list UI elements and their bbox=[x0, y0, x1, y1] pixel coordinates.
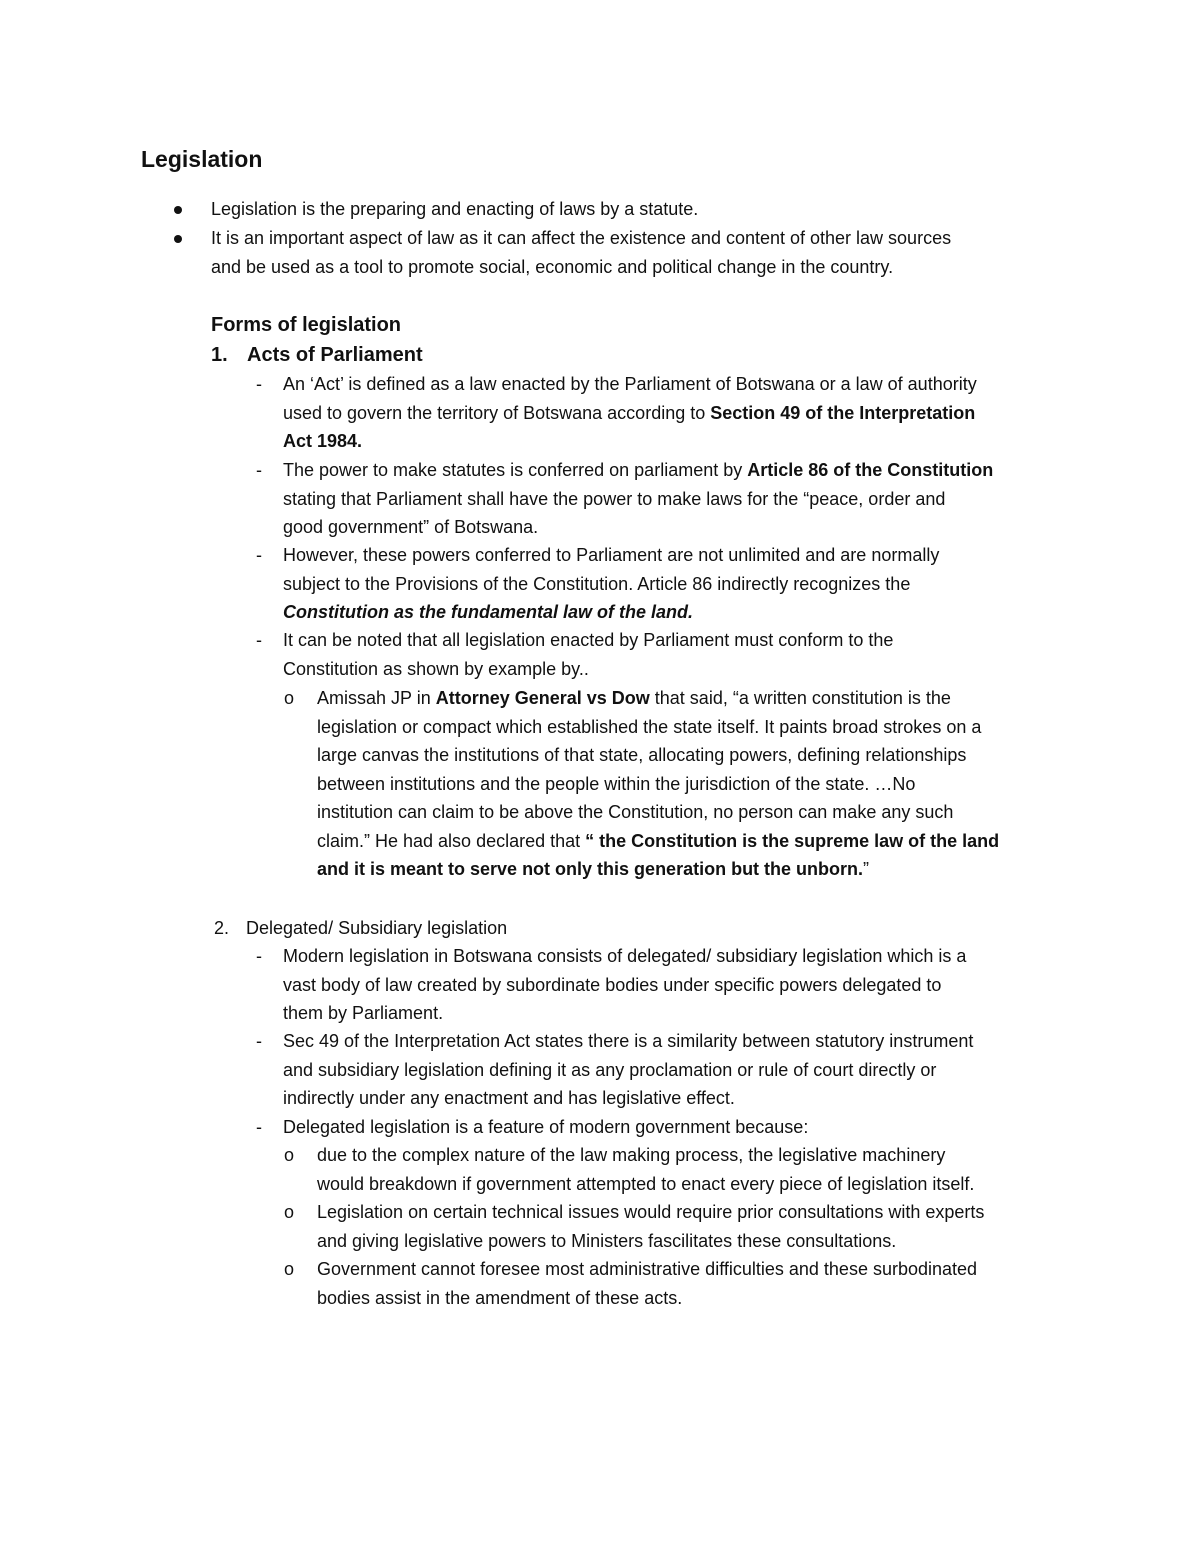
dash-marker: - bbox=[256, 630, 262, 650]
text-line bbox=[283, 427, 1073, 456]
text-line: and subsidiary legislation defining it as any proclamation or rule of court directly or bbox=[283, 1059, 937, 1080]
bullet-line: Legislation is the preparing and enacting of laws by a statute. bbox=[211, 199, 699, 219]
text-line: Constitution as shown by example by.. bbox=[283, 658, 589, 679]
text-line: legislation or compact which established the state itself. It paints broad strokes on a bbox=[317, 716, 982, 737]
text-line bbox=[317, 855, 1077, 884]
bullet-icon bbox=[174, 206, 182, 214]
case-name: Attorney General vs Dow bbox=[435, 688, 650, 708]
reason-item bbox=[284, 1141, 1077, 1198]
text-line: due to the complex nature of the law making process, the legislative machinery bbox=[317, 1145, 946, 1165]
dash-item bbox=[256, 1113, 1073, 1142]
text-line: good government” of Botswana. bbox=[283, 517, 539, 537]
text-line: An ‘Act’ is defined as a law enacted by the Parliament of Botswana or a law of authority bbox=[283, 374, 977, 394]
section-heading: Forms of legislation bbox=[211, 314, 402, 336]
page-title: Legislation bbox=[141, 146, 263, 172]
dash-marker: - bbox=[256, 460, 262, 480]
subsection-heading-2 bbox=[214, 914, 507, 943]
bold-run: and it is meant to serve not only this generation but the unborn. bbox=[317, 859, 864, 879]
bullet-line: and be used as a tool to promote social, economic and political change in the country. bbox=[211, 256, 894, 277]
text-run: that said, “a written constitution is the bbox=[649, 688, 951, 708]
emphasis-line: Constitution as the fundamental law of the land. bbox=[283, 602, 694, 622]
text-line: Modern legislation in Botswana consists of delegated/ subsidiary legislation which is a bbox=[283, 946, 967, 966]
circle-marker: o bbox=[284, 1259, 295, 1279]
bold-run: Article 86 of the Constitution bbox=[747, 460, 994, 480]
text-line: them by Parliament. bbox=[283, 1003, 444, 1023]
list-number: 1. bbox=[211, 344, 228, 366]
text-line: and giving legislative powers to Ministers fascilitates these consultations. bbox=[317, 1230, 897, 1251]
text-run: claim.” He had also declared that bbox=[317, 830, 586, 851]
text-line: Legislation on certain technical issues would require prior consultations with experts bbox=[317, 1202, 985, 1222]
bold-run: Section 49 of the Interpretation bbox=[710, 402, 976, 423]
dash-item bbox=[256, 456, 1073, 542]
text-line: Government cannot foresee most administrative difficulties and these surbodinated bbox=[317, 1259, 978, 1279]
dash-item bbox=[256, 541, 1073, 627]
text-line: Delegated legislation is a feature of modern government because: bbox=[283, 1117, 809, 1137]
text-line: institution can claim to be above the Constitution, no person can make any such bbox=[317, 802, 954, 822]
list-number: 2. bbox=[214, 918, 230, 938]
dash-item bbox=[256, 942, 1073, 1028]
dash-marker: - bbox=[256, 545, 262, 565]
text-line: It can be noted that all legislation enacted by Parliament must conform to the bbox=[283, 630, 894, 650]
dash-marker: - bbox=[256, 1031, 262, 1051]
subsection-heading-1 bbox=[211, 340, 423, 370]
text-line: subject to the Provisions of the Constitution. Article 86 indirectly recognizes the bbox=[283, 573, 911, 594]
dash-marker: - bbox=[256, 946, 262, 966]
text-line: between institutions and the people within the jurisdiction of the state. …No bbox=[317, 773, 916, 794]
dash-item bbox=[256, 626, 1073, 683]
bullet-line: It is an important aspect of law as it can affect the existence and content of other law sources bbox=[211, 228, 952, 248]
text-line: would breakdown if government attempted to enact every piece of legislation itself. bbox=[317, 1173, 975, 1194]
text-run: The power to make statutes is conferred on parliament by bbox=[283, 460, 748, 480]
text-run: used to govern the territory of Botswana according to bbox=[283, 402, 711, 423]
subsection-title: Acts of Parliament bbox=[247, 344, 423, 366]
dash-item bbox=[256, 370, 1073, 456]
circle-marker: o bbox=[284, 1202, 295, 1222]
text-line: vast body of law created by subordinate bodies under specific powers delegated to bbox=[283, 974, 942, 995]
dash-marker: - bbox=[256, 374, 262, 394]
text-line bbox=[283, 456, 1073, 485]
dash-marker: - bbox=[256, 1117, 262, 1137]
circle-marker: o bbox=[284, 688, 295, 708]
text-line bbox=[317, 684, 1077, 713]
bullet-item bbox=[211, 224, 1071, 281]
reason-item bbox=[284, 1255, 1077, 1312]
text-run: ” bbox=[863, 859, 870, 879]
circle-marker: o bbox=[284, 1145, 295, 1165]
text-line: large canvas the institutions of that state, allocating powers, defining relationships bbox=[317, 745, 967, 765]
text-line bbox=[317, 827, 1077, 856]
bold-run: Act 1984. bbox=[283, 431, 363, 451]
quote-item bbox=[284, 684, 1077, 884]
text-line: indirectly under any enactment and has legislative effect. bbox=[283, 1088, 735, 1108]
text-line: However, these powers conferred to Parliament are not unlimited and are normally bbox=[283, 545, 940, 565]
text-line: Sec 49 of the Interpretation Act states there is a similarity between statutory instrument bbox=[283, 1031, 974, 1051]
dash-item bbox=[256, 1027, 1073, 1113]
text-run: Amissah JP in bbox=[317, 688, 436, 708]
bullet-item bbox=[211, 195, 1071, 224]
subsection-title: Delegated/ Subsidiary legislation bbox=[246, 918, 508, 938]
text-line: stating that Parliament shall have the power to make laws for the “peace, order and bbox=[283, 488, 946, 509]
bold-run: “ the Constitution is the supreme law of the land bbox=[585, 830, 1000, 851]
text-line bbox=[283, 399, 1073, 428]
text-line: bodies assist in the amendment of these acts. bbox=[317, 1287, 683, 1308]
reason-item bbox=[284, 1198, 1077, 1255]
bullet-icon bbox=[174, 235, 182, 243]
